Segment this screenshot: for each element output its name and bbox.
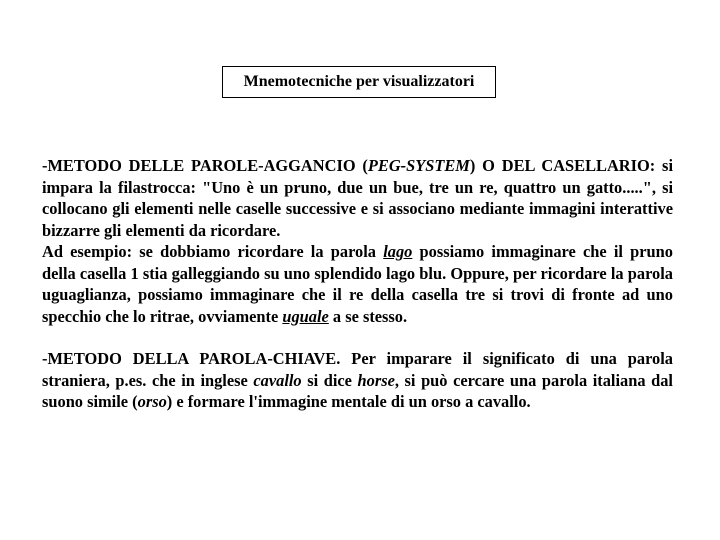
keyword-text-4: ) e formare l'immagine mentale di un orso a cavallo. xyxy=(166,392,531,411)
method-peg-text-1: -METODO DELLE PAROLE-AGGANCIO ( xyxy=(42,156,368,175)
keyword-text-1: -METODO DELLA PAROLA-CHIAVE. Per imparare il significato di una parola straniera, p.es. che in inglese xyxy=(42,349,673,390)
keyword-text-2: si dice xyxy=(301,370,358,390)
method-peg-system-block xyxy=(42,155,673,327)
slide-title-box xyxy=(222,66,496,98)
peg-system-term: PEG-SYSTEM xyxy=(367,156,470,175)
example-text-3: a se stesso. xyxy=(328,306,408,326)
example-text-1: Ad esempio: se dobbiamo ricordare la parola xyxy=(42,242,384,261)
method-peg-system-paragraph xyxy=(42,155,673,241)
uguale-term: uguale xyxy=(282,306,329,326)
orso-term: orso xyxy=(137,392,167,411)
lago-term: lago xyxy=(383,242,413,261)
method-peg-example-paragraph xyxy=(42,241,673,327)
method-keyword-block xyxy=(42,348,673,413)
method-keyword-paragraph xyxy=(42,348,673,413)
horse-term: horse xyxy=(357,370,395,390)
keyword-text-3: , si può cercare una parola italiana dal suono simile ( xyxy=(42,370,673,411)
slide-title: Mnemotecniche per visualizzatori xyxy=(243,73,475,90)
method-peg-text-2: ) O DEL CASELLARIO: si impara la filastrocca: "Uno è un pruno, due un bue, tre un re, quattro un gatto.....", si collocano gli elementi nelle caselle successive e si associano mediante immagini interattive bizzarre gli elementi da ricordare. xyxy=(42,156,673,240)
cavallo-term: cavallo xyxy=(253,370,302,390)
example-text-2: possiamo immaginare che il pruno della casella 1 stia galleggiando su uno splendido lago blu. Oppure, per ricordare la parola uguaglianza, possiamo immaginare che il re della casella tre si trovi di fronte ad uno specchio che lo ritrae, ovviamente xyxy=(42,242,673,326)
